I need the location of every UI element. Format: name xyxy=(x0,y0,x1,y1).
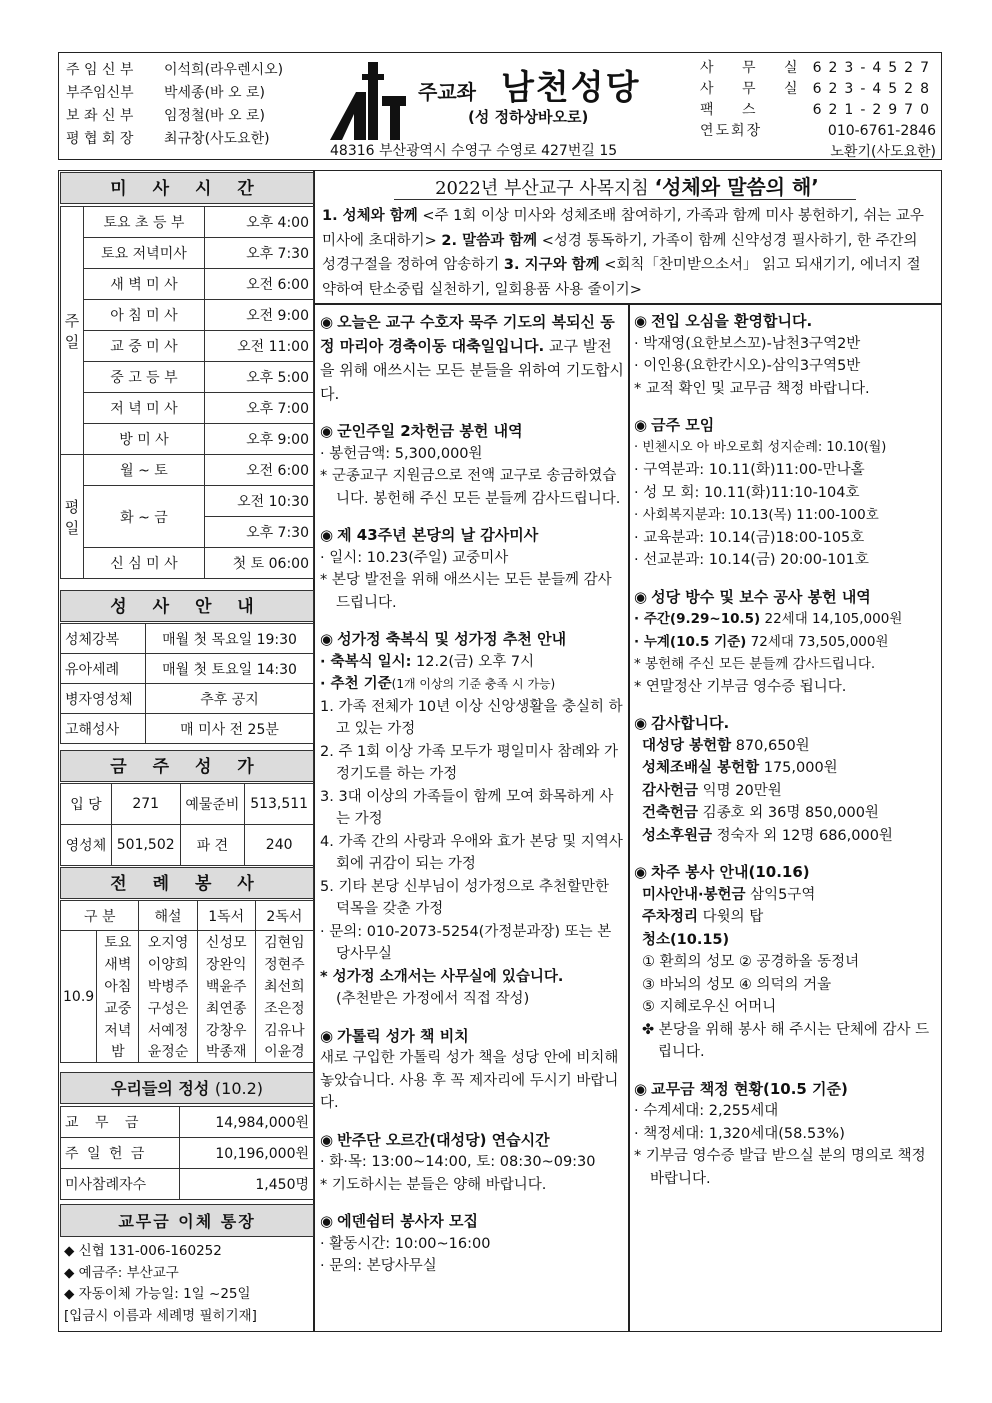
offering-name: 미사참례자수 xyxy=(61,1169,180,1200)
liturgy-cell: 조은정 xyxy=(255,997,313,1019)
notice-item: * 기부금 영수증 발급 받으실 분의 명의로 책정 바랍니다. xyxy=(634,1148,926,1187)
cathedral-label: 주교좌 xyxy=(418,80,476,104)
liturgy-title: 전 례 봉 사 xyxy=(60,867,314,899)
mass-time: 오후 7:30 xyxy=(204,238,313,269)
notice-title: ◉ 반주단 오르간(대성당) 연습시간 xyxy=(320,1130,550,1149)
mass-name: 토요 초 등 부 xyxy=(84,207,205,238)
liturgy-cell: 백윤주 xyxy=(197,975,255,997)
liturgy-cell: 토요 xyxy=(97,931,139,953)
notice-title: ◉ 전입 오심을 환영합니다. xyxy=(634,312,813,330)
notice-item: · 이인용(요한칸시오)-삼익3구역5반 xyxy=(634,358,861,374)
mass-name: 토요 저녁미사 xyxy=(84,238,205,269)
contact-row: 팩 스 621-2970 xyxy=(700,102,936,118)
sunday-label: 주일 xyxy=(61,207,84,455)
pastoral-title-a: 2022년 부산교구 사목지침 xyxy=(435,178,649,199)
notice-item: * 교적 확인 및 교무금 책정 바랍니다. xyxy=(634,380,870,397)
mass-time: 오전 10:30 xyxy=(204,486,313,517)
bullet-icon: ◉ xyxy=(634,1079,648,1098)
notice-item: 1. 가족 전체가 10년 이상 신앙생활을 충실히 하고 있는 가정 xyxy=(320,698,623,737)
sacrament-table xyxy=(60,623,314,744)
hymn-value: 271 xyxy=(111,784,180,825)
weekday-label: 평일 xyxy=(61,455,84,579)
pastoral-item-text: <회칙「찬미받으소서」 읽고 되새기기, 에너지 절약하여 탄소중립 실천하기, 일회용품 사용 줄이기> xyxy=(322,257,921,298)
bullet-icon: ◉ xyxy=(634,714,648,732)
notice-item: · 박재영(요한보스꼬)-남천3구역2반 xyxy=(634,335,861,352)
hymn-label: 파 견 xyxy=(180,825,245,866)
liturgy-header: 1독서 xyxy=(197,901,255,931)
notice-item: · 책정세대: 1,320세대(58.53%) xyxy=(634,1125,845,1142)
staff-row: 보 좌 신 부 임정철(바 오 로) xyxy=(66,108,265,124)
cleaning-title: 청소(10.15) xyxy=(642,931,730,948)
pastoral-body xyxy=(322,204,934,302)
mass-time: 오전 9:00 xyxy=(204,300,313,331)
notice-title: ◉ 제 43주년 본당의 날 감사미사 xyxy=(320,526,539,544)
bank-line: [입금시 이름과 세례명 필히기재] xyxy=(64,1307,257,1324)
liturgy-cell: 최선희 xyxy=(255,975,313,997)
hymn-label: 예물준비 xyxy=(180,784,245,825)
liturgy-cell: 김유나 xyxy=(255,1019,313,1041)
notice-item: · 성 모 회: 10.11(화)11:10-104호 xyxy=(634,484,860,501)
liturgy-cell: 강창우 xyxy=(197,1019,255,1041)
sacrament-name: 고해성사 xyxy=(61,714,146,744)
liturgy-cell: 박병주 xyxy=(139,975,197,997)
hymn-label: 영성체 xyxy=(61,825,112,866)
notice-item: · 사회복지분과: 10.13(목) 11:00-100호 xyxy=(634,507,879,523)
mass-table xyxy=(60,206,314,579)
thanks-row: 성체조배실 봉헌함 175,000원 xyxy=(642,760,838,776)
notice-item: * 기도하시는 분들은 양해 바랍니다. xyxy=(320,1176,547,1193)
thanks-row: 대성당 봉헌함 870,650원 xyxy=(642,737,810,754)
staff-row: 주 임 신 부 이석희(라우렌시오) xyxy=(66,62,284,78)
bank-line: ◆ 신협 131-006-160252 xyxy=(64,1243,222,1259)
offering-value: 1,450명 xyxy=(180,1169,314,1200)
bullet-icon: ◉ xyxy=(320,526,334,544)
hymn-title: 금 주 성 가 xyxy=(60,750,314,782)
pastoral-title-b: ‘성체와 말씀의 해’ xyxy=(654,175,819,199)
cleaning-item: ① 환희의 성모 ② 공경하올 동정녀 xyxy=(642,954,860,970)
offering-name: 교 무 금 xyxy=(61,1107,180,1138)
contact-row: 사 무 실 623-4528 xyxy=(700,81,936,97)
offering-title xyxy=(60,1072,314,1104)
mass-name: 방 미 사 xyxy=(84,424,205,455)
hymn-value: 513,511 xyxy=(245,784,314,825)
notice-item: * 연말정산 기부금 영수증 됩니다. xyxy=(634,678,847,695)
offering-date: (10.2) xyxy=(214,1079,263,1098)
bullet-icon: ◉ xyxy=(320,422,334,440)
thanks-row: 건축헌금 김종호 외 36명 850,000원 xyxy=(642,805,879,821)
hymn-table xyxy=(60,783,314,866)
liturgy-cell: 저녁 xyxy=(97,1019,139,1041)
notice-item: * 성가정 소개서는 사무실에 있습니다. xyxy=(320,968,564,985)
mass-name: 교 중 미 사 xyxy=(84,331,205,362)
mass-time: 오후 7:00 xyxy=(204,393,313,424)
notice-title: ◉ 차주 봉사 안내(10.16) xyxy=(634,863,810,881)
mass-time: 오후 4:00 xyxy=(204,207,313,238)
mass-name: 중 고 등 부 xyxy=(84,362,205,393)
notice-item: · 문의: 본당사무실 xyxy=(320,1258,437,1274)
liturgy-cell: 윤정순 xyxy=(139,1041,197,1063)
notice-item: (추천받은 가정에서 직접 작성) xyxy=(336,991,530,1007)
notice-item: · 구역분과: 10.11(화)11:00-만나홀 xyxy=(634,462,865,478)
liturgy-cell: 김현임 xyxy=(255,931,313,953)
sacrament-value: 추후 공지 xyxy=(146,684,314,714)
bullet-icon: ◉ xyxy=(320,1212,334,1230)
liturgy-cell: 아침 xyxy=(97,975,139,997)
liturgy-cell: 서예정 xyxy=(139,1019,197,1041)
hymn-value: 240 xyxy=(245,825,314,866)
notice-title: ◉ 에덴쉼터 봉사자 모집 xyxy=(320,1212,478,1230)
liturgy-cell: 오지영 xyxy=(139,931,197,953)
notice-text: 새로 구입한 가톨릭 성가 책을 성당 안에 비치해 놓았습니다. 사용 후 꼭 제자리에 두시기 바랍니다. xyxy=(320,1050,619,1111)
offering-table xyxy=(60,1106,314,1200)
staff-list xyxy=(66,59,283,151)
notice-item: * 본당 발전을 위해 애쓰시는 모든 분들께 감사드립니다. xyxy=(320,572,612,611)
liturgy-cell: 밤 xyxy=(97,1041,139,1063)
notice-item: 4. 가족 간의 사랑과 우애와 효가 본당 및 지역사회에 귀감이 되는 가정 xyxy=(320,833,623,872)
notice-title: ◉ 성가정 축복식 및 성가정 추천 안내 xyxy=(320,630,567,648)
thanks-row: 성소후원금 정숙자 외 12명 686,000원 xyxy=(642,827,893,844)
liturgy-cell: 이윤경 xyxy=(255,1041,313,1063)
notice-item: · 선교분과: 10.14(금) 20:00-101호 xyxy=(634,552,869,568)
liturgy-cell: 구성은 xyxy=(139,997,197,1019)
church-logo xyxy=(326,58,412,148)
notice-item: · 주간(9.29~10.5) 22세대 14,105,000원 xyxy=(634,611,903,627)
sacrament-value: 매월 첫 목요일 19:30 xyxy=(146,624,314,654)
bank-line: ◆ 예금주: 부산교구 xyxy=(64,1264,179,1281)
mass-name: 저 녁 미 사 xyxy=(84,393,205,424)
liturgy-cell: 교중 xyxy=(97,997,139,1019)
notice-item: · 일시: 10.23(주일) 교중미사 xyxy=(320,549,509,566)
notice-item: 3. 3대 이상의 가족들이 함께 모여 화목하게 사는 가정 xyxy=(320,788,614,827)
parish-title-wrap xyxy=(418,60,708,109)
contact-list xyxy=(700,58,936,163)
offering-value: 10,196,000원 xyxy=(180,1138,314,1169)
thanks-row: 감사헌금 익명 20만원 xyxy=(642,782,782,799)
cleaning-item: ③ 바뇌의 성모 ④ 의덕의 거울 xyxy=(642,976,832,993)
notice-item: · 축복식 일시: 12.2(금) 오후 7시 xyxy=(320,653,535,670)
bullet-icon: ◉ xyxy=(320,313,334,331)
mass-time: 오전 6:00 xyxy=(204,455,313,486)
bullet-icon: ◉ xyxy=(320,1130,334,1149)
bank-line: ◆ 자동이체 가능일: 1일 ~25일 xyxy=(64,1286,251,1302)
notice-item: · 봉헌금액: 5,300,000원 xyxy=(320,445,483,462)
mass-time: 오후 7:30 xyxy=(204,517,313,548)
notice-item: 5. 기타 본당 신부님이 성가정으로 추천할만한 덕목을 갖춘 가정 xyxy=(320,878,610,917)
liturgy-cell: 새벽 xyxy=(97,953,139,975)
notice-item: · 문의: 010-2073-5254(가정분과장) 또는 본당사무실 xyxy=(320,923,612,962)
staff-row: 부주임신부 박세종(바 오 로) xyxy=(66,85,265,101)
pastoral-item-text: <주 1회 이상 미사와 성체조배 참여하기, 가족과 함께 미사 봉헌하기, 쉬는 교우 미사에 초대하기> xyxy=(322,208,924,249)
contact-row: 노환기(사도요한) xyxy=(830,144,936,160)
liturgy-cell: 신성모 xyxy=(197,931,255,953)
mass-name: 새 벽 미 사 xyxy=(84,269,205,300)
liturgy-cell: 장완익 xyxy=(197,953,255,975)
liturgy-header: 해설 xyxy=(139,901,197,931)
mass-title: 미 사 시 간 xyxy=(60,172,314,204)
patron-label: (성 정하상바오로) xyxy=(468,108,589,126)
notice-title: ◉ 금주 모임 xyxy=(634,416,715,434)
parish-title: 남천성당 xyxy=(501,68,641,108)
notice-item: ✤ 본당을 위해 봉사 해 주시는 단체에 감사 드립니다. xyxy=(642,1021,930,1060)
offering-value: 14,984,000원 xyxy=(180,1107,314,1138)
pastoral-item-text: <성경 통독하기, 가족이 함께 신약성경 필사하기, 한 주간의 성경구절을 정하여 암송하기 xyxy=(322,232,918,273)
notice-title: ◉ 가톨릭 성가 책 비치 xyxy=(320,1026,469,1045)
bank-title: 교무금 이체 통장 xyxy=(60,1204,314,1237)
mass-name: 아 침 미 사 xyxy=(84,300,205,331)
notice-title: ◉ 오늘은 교구 수호자 묵주 기도의 복되신 동정 마리아 경축이동 대축일입니다. 교구 발전을 위해 애쓰시는 모든 분들을 위하여 기도합시다. xyxy=(320,313,624,403)
bullet-icon: ◉ xyxy=(634,863,648,881)
notice-item: · 누계(10.5 기준) 72세대 73,505,000원 xyxy=(634,633,889,650)
cleaning-item: ⑤ 지혜로우신 어머니 xyxy=(642,999,777,1015)
hymn-value: 501,502 xyxy=(111,825,180,866)
sacrament-title: 성 사 안 내 xyxy=(60,590,314,622)
liturgy-cell: 최연종 xyxy=(197,997,255,1019)
notice-item: 2. 주 1회 이상 가족 모두가 평일미사 참례와 가정기도를 하는 가정 xyxy=(320,743,619,782)
mass-time: 오전 6:00 xyxy=(204,269,313,300)
bullet-icon: ◉ xyxy=(634,312,648,330)
bullet-icon: ◉ xyxy=(634,416,648,434)
hymn-label: 입 당 xyxy=(61,784,112,825)
notice-title: ◉ 교무금 책정 현황(10.5 기준) xyxy=(634,1079,848,1098)
notice-item: · 추천 기준(1개 이상의 기준 충족 시 가능) xyxy=(320,676,556,692)
liturgy-cell: 박종재 xyxy=(197,1041,255,1063)
mass-time: 첫 토 06:00 xyxy=(204,548,313,579)
sacrament-name: 성체강복 xyxy=(61,624,146,654)
notice-item: · 화·목: 13:00~14:00, 토: 08:30~09:30 xyxy=(320,1154,596,1170)
notice-item: · 활동시간: 10:00~16:00 xyxy=(320,1235,491,1252)
pastoral-item-title: 3. 지구와 함께 xyxy=(503,257,600,273)
notice-item: · 교육분과: 10.14(금)18:00-105호 xyxy=(634,529,865,546)
notice-item: · 수계세대: 2,255세대 xyxy=(634,1103,779,1119)
sacrament-name: 유아세례 xyxy=(61,654,146,684)
pastoral-title-underline xyxy=(394,199,856,200)
mass-name: 월 ~ 토 xyxy=(84,455,205,486)
middle-divider xyxy=(628,303,630,1332)
liturgy-cell: 정현주 xyxy=(255,953,313,975)
notice-title: ◉ 성당 방수 및 보수 공사 봉헌 내역 xyxy=(634,587,871,606)
liturgy-table xyxy=(60,900,314,1063)
offering-title-text: 우리들의 정성 xyxy=(111,1079,210,1098)
mass-name: 화 ~ 금 xyxy=(84,486,205,548)
mass-time: 오후 9:00 xyxy=(204,424,313,455)
liturgy-header: 구 분 xyxy=(61,901,139,931)
notice-item: * 봉헌해 주신 모든 분들께 감사드립니다. xyxy=(634,656,876,672)
bullet-icon: ◉ xyxy=(320,1026,334,1045)
mass-time: 오후 5:00 xyxy=(204,362,313,393)
address: 48316 부산광역시 수영구 수영로 427번길 15 xyxy=(330,143,618,159)
bullet-icon: ◉ xyxy=(634,587,648,606)
mass-name: 신 심 미 사 xyxy=(84,548,205,579)
contact-row: 연도회장 010-6761-2846 xyxy=(700,123,936,139)
sacrament-name: 병자영성체 xyxy=(61,684,146,714)
liturgy-date: 10.9 xyxy=(61,931,97,1063)
staff-row: 평 협 회 장 최규창(사도요한) xyxy=(66,131,270,147)
bank-info xyxy=(64,1241,257,1327)
pastoral-item-title: 1. 성체와 함께 xyxy=(322,208,418,224)
notice-title: ◉ 감사합니다. xyxy=(634,714,730,732)
service-row: 미사안내·봉헌금 삼익5구역 xyxy=(642,886,816,903)
bullet-icon: ◉ xyxy=(320,630,334,648)
mass-time: 오전 11:00 xyxy=(204,331,313,362)
sacrament-value: 매월 첫 토요일 14:30 xyxy=(146,654,314,684)
notice-item: · 빈첸시오 아 바오로회 성지순례: 10.10(월) xyxy=(634,439,887,455)
notice-item: * 군종교구 지원금으로 전액 교구로 송금하였습니다. 봉헌해 주신 모든 분들께 감사드립니다. xyxy=(320,468,621,507)
liturgy-cell: 이양희 xyxy=(139,953,197,975)
offering-name: 주 일 헌 금 xyxy=(61,1138,180,1169)
notice-title: ◉ 군인주일 2차헌금 봉헌 내역 xyxy=(320,422,523,440)
liturgy-header: 2독서 xyxy=(255,901,313,931)
sacrament-value: 매 미사 전 25분 xyxy=(146,714,314,744)
middle-column xyxy=(320,310,624,1278)
right-column xyxy=(634,310,938,1190)
contact-row: 사 무 실 623-4527 xyxy=(700,60,936,76)
service-row: 주차정리 다윗의 탑 xyxy=(642,909,764,925)
pastoral-item-title: 2. 말씀과 함께 xyxy=(441,232,538,249)
